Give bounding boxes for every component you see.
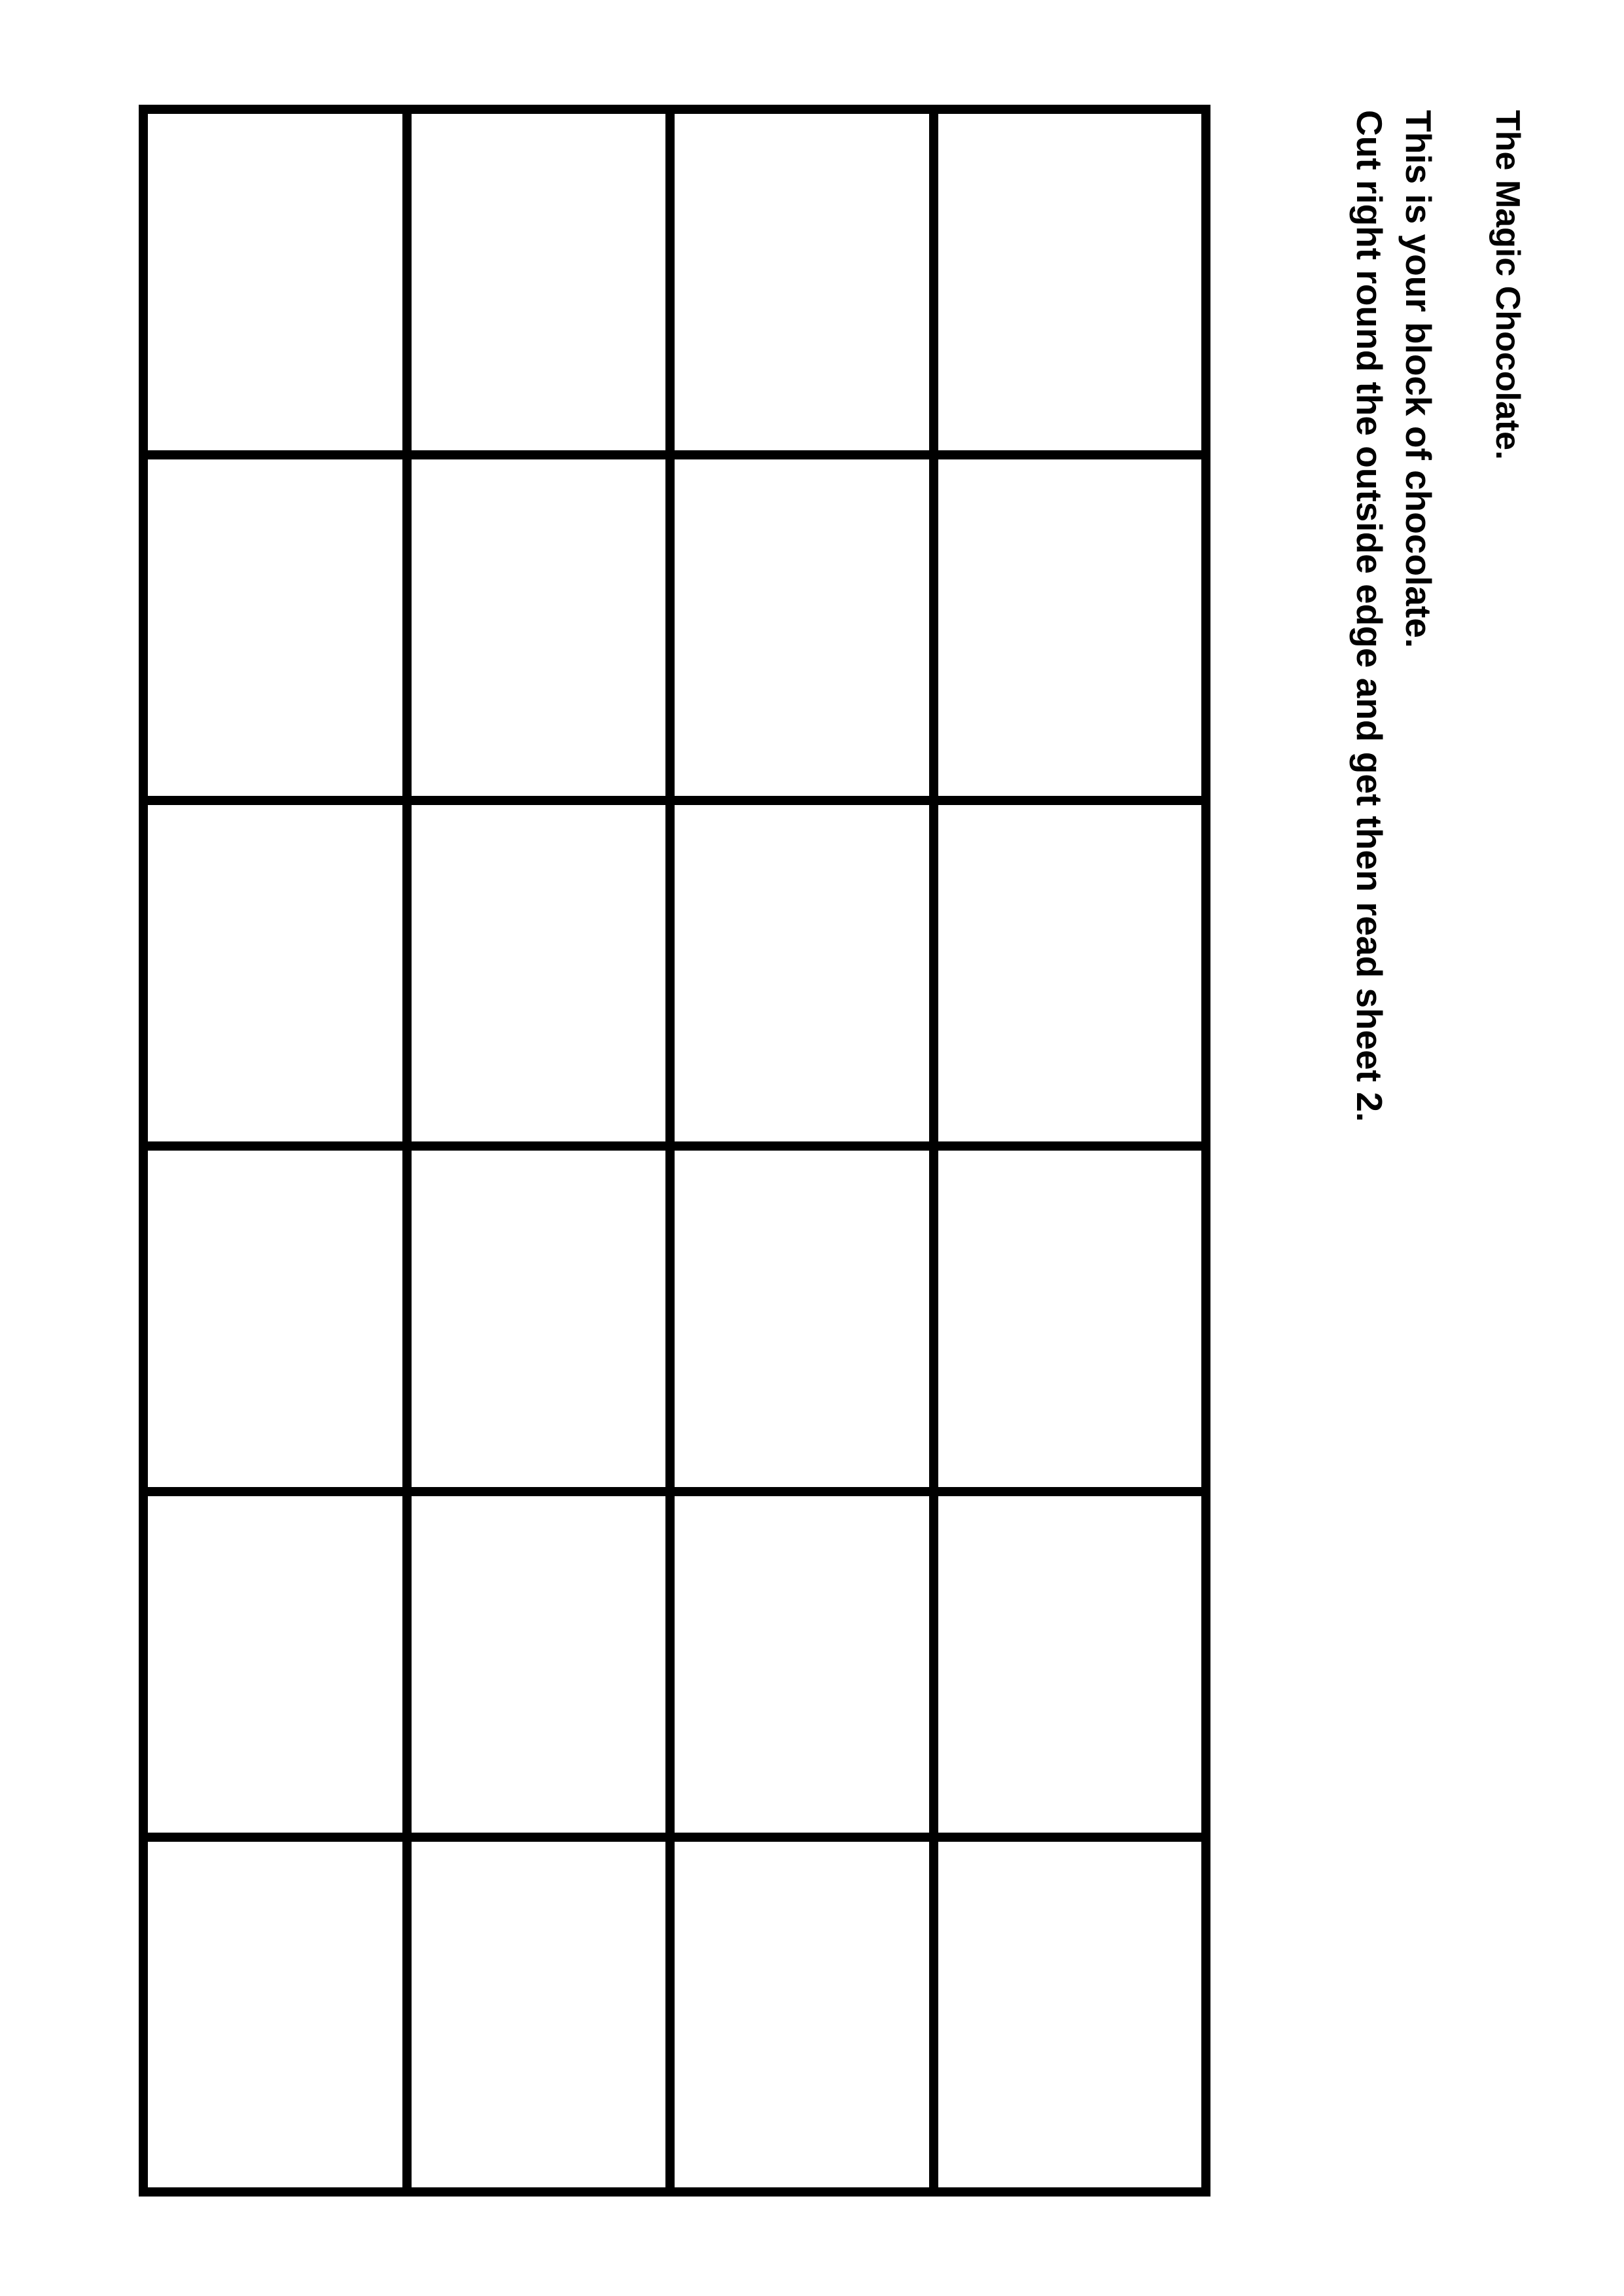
chocolate-square <box>148 1151 412 1496</box>
chocolate-square <box>938 459 1202 805</box>
chocolate-square <box>938 1842 1202 2187</box>
chocolate-square <box>412 805 675 1151</box>
chocolate-square <box>412 459 675 805</box>
chocolate-square <box>675 459 938 805</box>
chocolate-square <box>938 114 1202 459</box>
chocolate-square <box>675 1151 938 1496</box>
instruction-line-1: This is your block of chocolate. <box>1398 110 1439 649</box>
chocolate-block-grid <box>139 105 1210 2197</box>
chocolate-square <box>938 1151 1202 1496</box>
chocolate-square <box>938 805 1202 1151</box>
chocolate-square <box>148 1496 412 1842</box>
worksheet-title: The Magic Chocolate. <box>1489 110 1527 460</box>
instruction-line-2: Cut right round the outside edge and get then read sheet 2. <box>1349 110 1390 1122</box>
chocolate-square <box>412 114 675 459</box>
chocolate-square <box>412 1496 675 1842</box>
chocolate-square <box>148 1842 412 2187</box>
chocolate-square <box>675 114 938 459</box>
chocolate-square <box>675 1496 938 1842</box>
chocolate-square <box>938 1496 1202 1842</box>
chocolate-square <box>148 459 412 805</box>
chocolate-square <box>412 1842 675 2187</box>
chocolate-square <box>412 1151 675 1496</box>
chocolate-square <box>148 805 412 1151</box>
chocolate-square <box>675 1842 938 2187</box>
chocolate-square <box>148 114 412 459</box>
chocolate-square <box>675 805 938 1151</box>
